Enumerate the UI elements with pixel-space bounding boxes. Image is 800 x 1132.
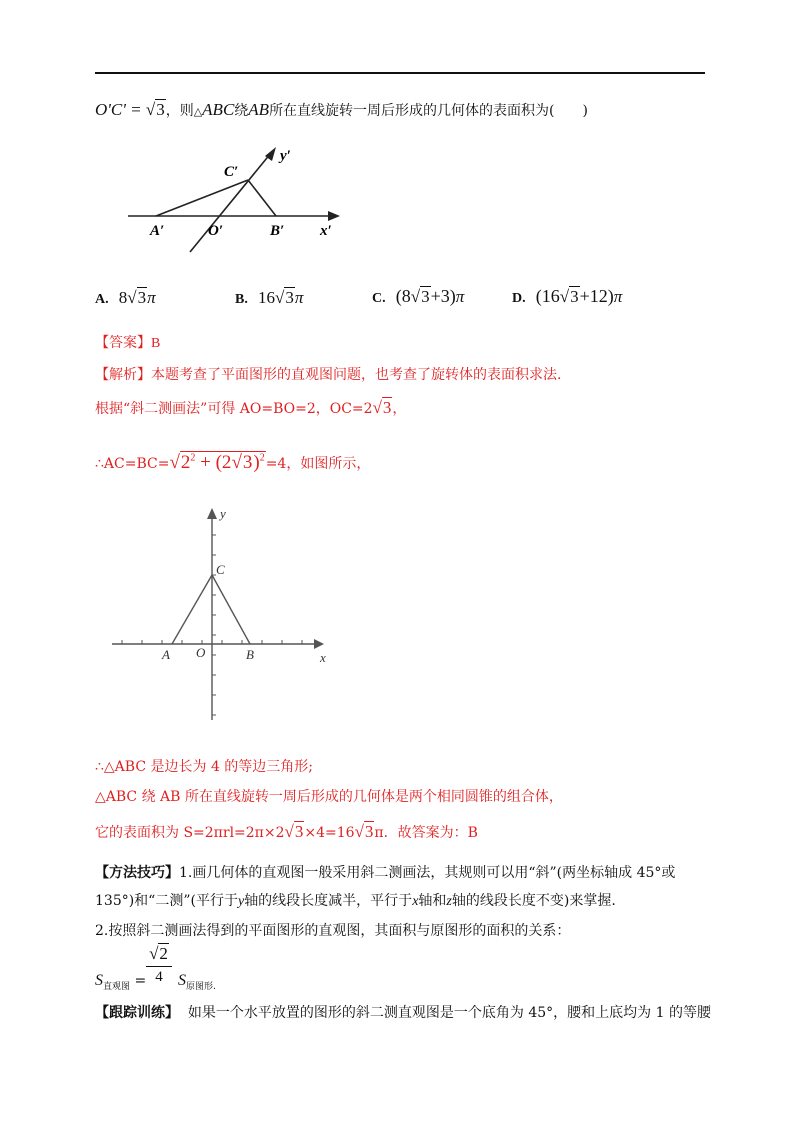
sqrt-symbol: √3	[354, 822, 374, 841]
option-c-label: C.	[372, 291, 386, 306]
option-a-suffix: π	[147, 288, 156, 307]
formula-eq: =	[130, 973, 147, 989]
sqrt-symbol: √3	[284, 822, 304, 841]
oblique-figure	[120, 140, 360, 260]
sqrt-symbol: $√2^2 + (2√3)^2$	[169, 452, 265, 473]
sqrt-symbol: √3	[372, 398, 392, 417]
header-rule	[95, 72, 705, 74]
option-d-label: D.	[512, 291, 526, 306]
option-c-root: 3	[421, 287, 430, 306]
option-d-suffix: π	[613, 287, 623, 306]
option-b-root: 3	[285, 288, 294, 307]
method-z: z	[446, 894, 452, 909]
question-lhs: O'C' =	[95, 100, 146, 119]
option-c-open: (8	[395, 286, 411, 306]
original-figure	[108, 505, 338, 725]
fraction-numerator	[146, 944, 172, 967]
method-line-2	[95, 890, 616, 910]
formula-sub1: 直观图	[103, 981, 131, 992]
formula-s2: S	[178, 972, 186, 989]
sqrt-symbol: √3	[410, 287, 430, 306]
radicand	[180, 451, 266, 473]
option-d[interactable]	[512, 286, 622, 307]
fraction-root: 2	[159, 944, 168, 963]
analysis-line2-root: 3	[382, 398, 392, 417]
sqrt-symbol: √2	[149, 944, 168, 963]
question-text-2: 绕	[234, 103, 249, 119]
option-a-root: 3	[137, 288, 147, 307]
analysis-line-4: ∴△ABC 是边长为 4 的等边三角形;	[95, 759, 314, 775]
label-o-prime: O′	[208, 223, 224, 239]
expr-sup: 2	[190, 452, 196, 464]
expr-a: 2	[180, 452, 191, 473]
question-root: 3	[156, 100, 165, 119]
x-axis-arrow	[328, 211, 340, 221]
option-a-label: A.	[95, 292, 109, 307]
follow-text: 如果一个水平放置的图形的斜二测直观图是一个底角为 45°，腰和上底均为 1 的等腰	[187, 1005, 711, 1021]
label-x: x	[320, 650, 326, 665]
analysis-line6-a: 它的表面积为 S=2πrl=2π×2	[95, 825, 285, 841]
expr-b: + (2	[195, 452, 232, 473]
analysis-tag: 【解析】	[95, 367, 151, 383]
option-b-suffix: π	[294, 288, 304, 307]
option-b-label: B.	[235, 292, 248, 307]
expr-root: 3	[242, 452, 253, 473]
sqrt-symbol: √3	[127, 288, 147, 307]
method-line2-c: 轴和	[418, 893, 447, 909]
segment-a-c	[172, 575, 212, 644]
segment-c-b	[248, 180, 276, 216]
segment-c-b	[212, 575, 250, 644]
option-b[interactable]	[235, 288, 303, 308]
expr-c: )	[253, 452, 260, 473]
sqrt-symbol: √3	[559, 287, 579, 306]
label-x-prime: x′	[320, 223, 332, 239]
label-a: A	[162, 647, 170, 662]
expr-sup2: 2	[259, 452, 265, 464]
option-d-open: (16	[535, 286, 560, 306]
formula-sub2: 原图形.	[186, 981, 216, 992]
question-abc: ABC	[202, 100, 235, 119]
follow-tag: 【跟踪训练】	[95, 1005, 179, 1021]
fraction	[146, 944, 172, 986]
method-line2-a: 135°)和“二测”(平行于	[95, 893, 238, 909]
method-y: y	[237, 894, 245, 909]
analysis-line6-root2: 3	[364, 822, 374, 841]
analysis-line6-root1: 3	[294, 822, 304, 841]
method-line1: 1.画几何体的直观图一般采用斜二测画法，其规则可以用“斜”(两坐标轴成 45°或	[179, 865, 676, 881]
method-line2-b: 轴的线段长度减半，平行于	[244, 893, 413, 909]
fraction-denominator: 4	[155, 969, 163, 985]
option-d-root: 3	[570, 287, 579, 306]
analysis-text: 本题考查了平面图形的直观图问题，也考查了旋转体的表面积求法.	[151, 367, 562, 383]
method-x: x	[412, 894, 419, 909]
analysis-line3-b: =4，如图所示，	[265, 456, 371, 472]
analysis-line6-b: ×4=16	[304, 825, 355, 841]
label-b-prime: B′	[270, 223, 285, 239]
label-c: C	[216, 562, 225, 577]
option-c-suffix: π	[455, 287, 465, 306]
sqrt-symbol: √3	[275, 288, 294, 307]
y-axis-arrow	[207, 508, 217, 519]
label-b: B	[246, 647, 254, 662]
follow-line	[95, 1002, 711, 1022]
analysis-line3-a: ∴AC=BC=	[95, 456, 170, 472]
analysis-line2-b: ，	[392, 401, 407, 417]
question-ab: AB	[248, 100, 270, 119]
formula-s1: S	[95, 972, 103, 989]
x-axis-arrow	[314, 639, 324, 649]
analysis-line2-a: 根据“斜二测画法”可得 AO=BO=2，OC=2	[95, 401, 373, 417]
sqrt-symbol: √3	[231, 452, 253, 473]
answer-tag: 【答案】	[95, 335, 151, 351]
analysis-line6-c: π．故答案为：B	[374, 825, 478, 841]
label-a-prime: A′	[150, 223, 165, 239]
formula-line	[95, 972, 146, 992]
option-a-prefix: 8	[118, 288, 128, 307]
analysis-line-3	[95, 452, 370, 474]
method-line-1	[95, 862, 675, 882]
option-c[interactable]	[372, 286, 464, 307]
option-b-prefix: 16	[258, 288, 276, 307]
analysis-line-1	[95, 364, 561, 384]
method-line2-d: 轴的线段长度不变)来掌握.	[451, 893, 616, 909]
label-c-prime: C′	[224, 164, 239, 180]
answer-line	[95, 332, 160, 352]
analysis-line-5: △ABC 绕 AB 所在直线旋转一周后形成的几何体是两个相同圆锥的组合体，	[95, 789, 563, 805]
question-line	[95, 100, 588, 120]
question-text-1: ，则	[165, 103, 194, 119]
label-y-prime: y′	[280, 148, 291, 164]
option-c-rest: +3)	[430, 286, 456, 306]
question-text-3: 所在直线旋转一周后形成的几何体的表面积为( )	[269, 103, 588, 119]
method-tag: 【方法技巧】	[95, 865, 179, 881]
analysis-line-6	[95, 822, 478, 842]
formula-rhs	[178, 972, 216, 992]
triangle-symbol: △	[193, 105, 203, 118]
answer-value: B	[151, 336, 161, 351]
option-a[interactable]	[95, 288, 156, 308]
label-y: y	[220, 506, 226, 521]
sqrt-symbol: √3	[145, 100, 165, 119]
method-line-3: 2.按照斜二测画法得到的平面图形的直观图，其面积与原图形的面积的关系：	[95, 923, 571, 939]
option-d-rest: +12)	[579, 286, 614, 306]
label-o: O	[196, 645, 206, 660]
analysis-line-2	[95, 398, 406, 418]
